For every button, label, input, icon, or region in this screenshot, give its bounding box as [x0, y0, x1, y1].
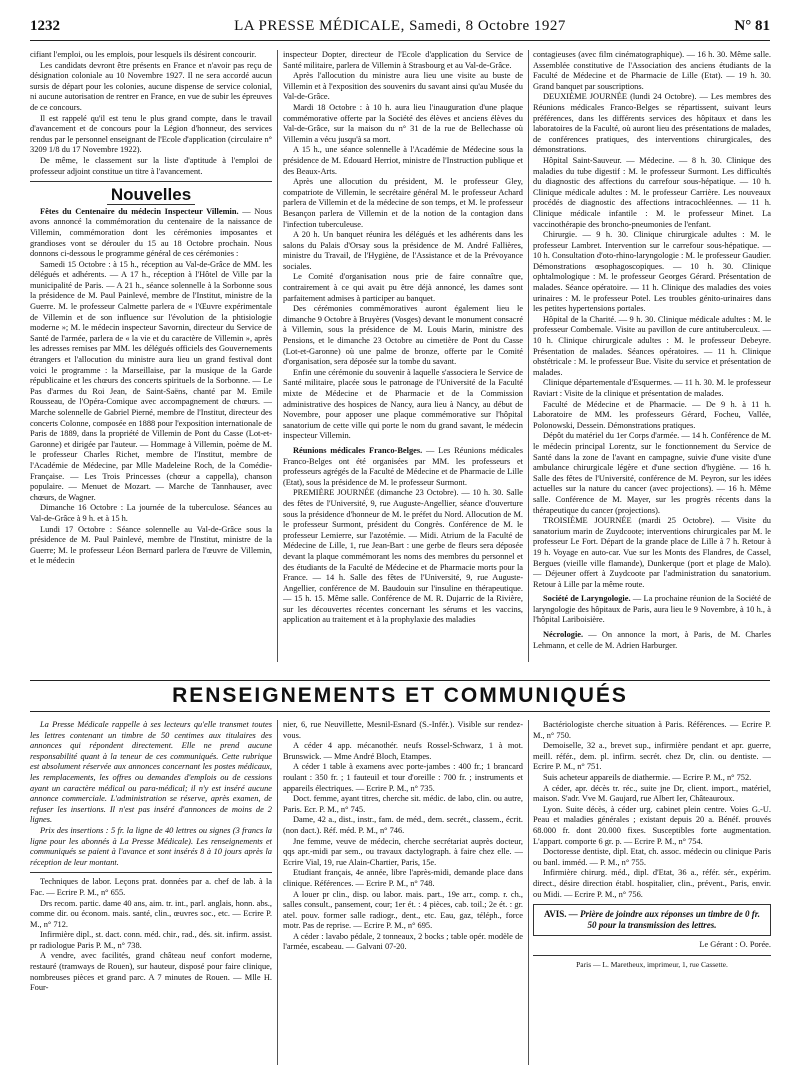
paragraph: Les candidats devront être présents en France et n'avoir pas reçu de désignation coloniale au 10 Novembre 1927. Il ne sera accordé aucun sursis de départ pour les colonies, aucune dispense de service colonial, ni aucune autorisation de rentrer en France, en vue de subir les épreuves de ce concours.	[30, 60, 272, 112]
paragraph: Hôpital Saint-Sauveur. — Médecine. — 8 h. 30. Clinique des maladies du tube digestif : M. le professeur Surmont. Les difficultés du diagnostic des affections du carrefour sous-hépatique. — 10 h. Clinique médicale adultes : M. le professeur Carrière. Les nouveaux procédés de diagnostic des affections intracochléennes. — 11 h. Clinique médicale infantile : M. le professeur Minet. La vaccinothérapie des broncho-pneumonies de l'enfant.	[533, 155, 771, 229]
bottom-column-3	[533, 720, 771, 970]
avis-heading: AVIS.	[543, 909, 567, 920]
notice-prices: Prix des insertions : 5 fr. la ligne de 40 lettres ou signes (3 francs la ligne pour les abonnés à La Presse Médicale). Les renseignements et communiqués se paient à l'avance et sont insérés 8 à 10 jours après la réception de leur montant.	[30, 825, 272, 867]
top-column-1	[30, 50, 272, 567]
paragraph: A 20 h. Un banquet réunira les délégués et les adhérents dans les salons du Palais d'Orsay sous la présidence de M. André Fallières, ministre du Travail, de l'Hygiène, de l'Assistance et de la Prévoyance sociales.	[283, 230, 523, 271]
issue-number: N° 81	[734, 18, 770, 34]
divider	[533, 955, 771, 956]
divider	[30, 181, 272, 182]
paragraph: Faculté de Médecine et de Pharmacie. — De 9 h. à 11 h. Laboratoire de MM. les professeurs Gérard, Focheu, Vallée, Polonowski, Dessein. Démonstrations pratiques.	[533, 399, 771, 430]
page-header	[30, 14, 770, 41]
paragraph: inspecteur Dopter, directeur de l'Ecole d'application du Service de Santé militaire, parlera de Villemin à Strasbourg et au Val-de-Grâce.	[283, 50, 523, 70]
notice-intro: La Presse Médicale rappelle à ses lecteurs qu'elle transmet toutes les lettres contenant un timbre de 50 centimes aux titulaires des annonces qui répondent directement. Elle ne prend aucune responsabilité quant à la teneur de ces communiqués. Cette rubrique est absolument réservée aux annonces concernant les postes médicaux, les remplacements, les offres ou demandes d'emplois ou de cessions ayant un caractère médical ou para-médical; il n'y est inséré aucune annonce commerciale. L'administration se réserve, après examen, de refuser les insertions. Il n'est pas inséré d'annonces de moins de 2 lignes.	[30, 720, 272, 825]
paragraph: Chirurgie. — 9 h. 30. Clinique chirurgicale adultes : M. le professeur Lambret. Intervention sur le carrefour sous-hépatique. — 10 h. Consultation d'oto-rhino-laryngologie : M. le professeur Gaudier. Démonstrations œsophagoscopiques. — 10 h. 30. Clinique ophtalmologique : M. le professeur Georges Gérard. Présentation de malades. Séance opératoire. — 11 h. Clinique des maladies des voies urinaires : M. le professeur Potel. Les troubles génito-urinaires dans les petites hypertensions portales.	[533, 230, 771, 314]
classified-ad: A vendre, avec facilités, grand château neuf confort moderne, restauré (tramways de Rouen), sur hauteur, disposé pour faire clinique, nombreuses pièces et grand parc. A 7 minutes de Rouen. — Mlle H. Four-	[30, 951, 272, 993]
divider	[30, 872, 272, 873]
classified-ad: Doct. femme, ayant titres, cherche sit. médic. de labo, clin. ou autre, Paris. Ecr. P. M., n° 745.	[283, 794, 523, 814]
paragraph: A 15 h., une séance solennelle à l'Académie de Médecine sous la présidence de M. Edouard Herriot, ministre de l'Instruction publique et des Beaux-Arts.	[283, 145, 523, 176]
classified-ad: A céder, apr. décès tr. réc., suite jne Dr, client. import., matériel, maison. S'adr. Vve M. Gaujard, rue Albert Ier, Châteauroux.	[533, 783, 771, 804]
paragraph: Il est rappelé qu'il est tenu le plus grand compte, dans le travail d'avancement et de concours pour la Légion d'honneur, des services rendus par le personnel enseignant de l'Ecole d'application (circulaire n° 3209 1/8 du 17 Novembre 1922).	[30, 113, 272, 155]
paragraph: Des cérémonies commémoratives auront également lieu le dimanche 9 Octobre à Bruyères (Vosges) devant le monument consacré à Villemin, sous la présidence de M. Louis Marin, ministre des Pensions, et le dimanche 23 Octobre au cimetière de Pont du Casse (Lot-et-Garonne) où une palme de bronze, offerte par le Comité d'organisation, sera déposée sur la tombe du savant.	[283, 304, 523, 367]
classified-ad: Infirmière chirurg. méd., dipl. d'Etat, 36 a., référ. sér., expérim. direct., désire direction établ. hospitalier, clin., prévent., Paris, envir. ou Midi. — Ecrire P. M., n° 756.	[533, 868, 771, 899]
classified-ad: Techniques de labor. Leçons prat. données par a. chef de lab. à la Fac. — Ecrire P. M., n° 655.	[30, 877, 272, 897]
paragraph: — Les Réunions médicales Franco-Belges ont été organisées par MM. les professeurs et professeurs agrégés de la Faculté de Médecine et de Pharmacie de Lille (Etat), sous la présidence de M. le professeur Surmont.	[283, 445, 523, 487]
classified-ad: A céder 4 app. mécanothér. neufs Rossel-Schwarz, 1 à mot. Brunswick. — Mme André Bloch, Etampes.	[283, 741, 523, 761]
paragraph: Après une allocution du président, M. le professeur Gley, compatriote de Villemin, le secrétaire général M. le professeur Achard parlera de Villemin et de la médecine de son temps, et M. le professeur Besançon parlera de Villemin et de la notion de la contagion dans l'infection tuberculeuse.	[283, 177, 523, 229]
section-title-nouvelles: Nouvelles	[30, 190, 272, 201]
column-divider	[277, 720, 278, 1065]
avis-text: — Prière de joindre aux réponses un timbre de 0 fr. 50 pour la transmission des lettres.	[568, 909, 761, 931]
paragraph: Mardi 18 Octobre : à 10 h. aura lieu l'inauguration d'une plaque commémorative offerte par la Société des élèves et anciens élèves du Val-de-Grâce, sur la maison du n° 31 de la rue de Bellechasse où Villemin a vécu jusqu'à sa mort.	[283, 102, 523, 144]
paragraph: Samedi 15 Octobre : à 15 h., réception au Val-de-Grâce de MM. les délégués et adhérents. — A 17 h., réception à l'Hôtel de Ville par la municipalité de Paris. — A 21 h., séance solennelle à la Sorbonne sous la présidence de M. Paul Painlevé, membre de l'Institut, ministre de la Guerre. M. le professeur Calmette parlera de « l'Œuvre expérimentale de Villemin et de son influence sur l'évolution de la phtisiologie moderne »; M. le médecin inspecteur Savornin, directeur du Service de Santé de l'armée, parlera de « la vie et du caractère de Villemin », après les adresses remises par MM. les délégués officiels des Gouvernements étrangers et l'allocution du ministre aura lieu un grand festival dont voici le programme : la Marseillaise, par la musique de la Garde républicaine et les chœurs des concerts spirituels de la Sorbonne. — Le Pas d'armes du Roi Jean, de Saint-Saëns, chanté par M. Emile Rousseau, de l'Opéra-Comique avec accompagnement de chœurs. — Marche solennelle de Gabriel Pierné, membre de l'Institut, directeur des concerts Colonne, composée en 1888 pour l'exposition internationale de Paris de 1889, dans la propriété de Villemin de Pont du Casse (Lot-et-Garonne) et dirigée par l'auteur. — Hommage à Villemin, poème de M. le professeur Charles Richet, membre de l'Institut, membre de l'Académie de Médecine, par Mlle Madeleine Roch, de la Comédie-Française. — Les Trois Princesses (chœur a cappella), chanson populaire. — Menuet de Mozart. — Marche de Tannhauser, avec chœurs, de Wagner.	[30, 259, 272, 502]
classified-ad: Demoiselle, 32 a., brevet sup., infirmière pendant et apr. guerre, meill. référ., dem. pl. infirm. secrét. chez Dr, clin. ou dentiste. — Ecrire P. M., n° 751.	[533, 741, 771, 772]
printer-line: Paris — L. Maretheux, imprimeur, 1, rue Cassette.	[576, 959, 728, 969]
paragraph: contagieuses (avec film cinématographique). — 16 h. 30. Même salle. Assemblée constitutive de l'Association des anciens étudiants de la Faculté de Médecine et de Pharmacie de Lille (Etat). — 19 h. 30. Grand banquet par souscriptions.	[533, 50, 771, 91]
paragraph: — On annonce la mort, à Paris, de M. Charles Lehmann, et celle de M. Adrien Harburger.	[533, 630, 771, 650]
column-divider	[528, 50, 529, 662]
necrologie-heading: Nécrologie.	[543, 630, 584, 640]
paragraph: De même, le classement sur la liste d'aptitude à l'emploi de professeur adjoint constitue un titre à l'avancement.	[30, 155, 272, 176]
column-divider	[528, 720, 529, 1065]
classified-ad: nier, 6, rue Neuvillette, Mesnil-Esnard (S.-Infér.). Visible sur rendez-vous.	[283, 720, 523, 740]
gerant-signature: Le Gérant : O. Porée.	[699, 940, 771, 950]
classified-ad: A céder 1 table à examens avec porte-jambes : 400 fr.; 1 brancard roulant : 350 fr. ; 1 fauteuil et tour d'oreille : 700 fr. ; instruments et appareils électriques. — Ecrire P. M., n° 735.	[283, 762, 523, 793]
paragraph: Le Comité d'organisation nous prie de faire connaître que, contrairement à ce qui avait pu être déjà annoncé, les dames sont parfaitement admises à participer au banquet.	[283, 272, 523, 303]
paragraph: — La prochaine réunion de la Société de laryngologie des hôpitaux de Paris, aura lieu le 9 Novembre, à 10 h., à l'hôpital Lariboisière.	[533, 594, 771, 625]
paragraph: Clinique départementale d'Esquermes. — 11 h. 30. M. le professeur Raviart : Visite de la clinique et présentation de malades.	[533, 378, 771, 398]
paragraph: Dépôt du matériel du 1er Corps d'armée. — 14 h. Conférence de M. le médecin principal Lorentz, sur le fonctionnement du Service de Santé dans la zone de l'avant en campagne, suivie d'une visite d'une ambulance chirurgicale légère et d'une section d'hygiène. — 16 h. Salle des fêtes de l'Université, conférence de M. Peyron, sur les idées actuelles sur la nature du cancer (avec projections). — 16 h. Même salle. Conférence de M. Mayer, sur les progrès récents dans la thérapeutique du cancer (projections).	[533, 431, 771, 515]
top-column-3	[533, 50, 771, 662]
paragraph: Hôpital de la Charité. — 9 h. 30. Clinique médicale adultes : M. le professeur Combemale. Visite au pavillon de cure antituberculeux. — 10 h. Clinique chirurgicale adultes : M. le professeur Debeyre. Présentation de malades. Séances opératoires. — 11 h. Clinique obstétricale : M. le professeur Bue. Visite du service et présentation de malades.	[533, 314, 771, 377]
classified-ad: Lyon. Suite décès, à céder urg. cabinet plein centre. Voies G.-U. Peau et maladies générales ; existant depuis 20 a. Bénéf. prouvés 68.000 fr. dont 20.000 fixes. Susceptibles forte augmentation. L'appart. comporte 6 gr. p. — Ecrire P. M., n° 754.	[533, 804, 771, 846]
paragraph: Enfin une cérémonie du souvenir à laquelle s'associera le Service de Santé militaire, placée sous le patronage de l'Université de la Faculté mixte de Médecine et de Pharmacie et de la Commission administrative des hospices de Nancy, aura lieu à Nancy, au début de Novembre, pour apposer une plaque commémorative sur l'hôpital sanatorium de cette ville qui porte le nom du grand savant, le médecin inspecteur Villemin.	[283, 367, 523, 441]
classified-ad: Infirmière dipl., st. dact. conn. méd. chir., rad., dés. sit. infirm. assist. pr radiologue Paris P. M., n° 738.	[30, 930, 272, 950]
column-divider	[277, 50, 278, 662]
fetes-heading: Fêtes du Centenaire du médecin Inspecteur Villemin.	[40, 206, 239, 216]
classified-ad: Bactériologiste cherche situation à Paris. Références. — Ecrire P. M., n° 750.	[533, 720, 771, 740]
classified-ad: Jne femme, veuve de médecin, cherche secrétariat auprès docteur, qqs apr.-midi par sem., ou travaux dactylograph. à faire chez elle. — Ecrire Vial, 19, rue Alain-Chartier, Paris, 15e.	[283, 836, 523, 867]
paragraph: PREMIÈRE JOURNÉE (dimanche 23 Octobre). — 10 h. 30. Salle des fêtes de l'Université, 9, rue Auguste-Angellier, séance d'ouverture sous la présidence d'honneur de M. le préfet du Nord. Allocution de M. le professeur Surmont, président du Congrès. Conférence de M. le professeur Lemierre, sur l'azotémie. — Midi. Atrium de la Faculté de Médecine de Lille, 1, rue Jean-Bart : une gerbe de fleurs sera déposée devant la plaque commémorant les noms des membres du personnel et des étudiants de la Faculté de Médecine et de Pharmacie morts pour la France. — 14 h. Salle des fêtes de l'Université, 9, rue Auguste-Angellier, conférence de M. Baudouin sur l'insuline en thérapeutique. — 15 h. 15. Même salle. Conférence de M. R. Dujarric de la Rivière, sur les découvertes récentes concernant les sérums et les vaccins, application au traitement et à la prophylaxie des maladies	[283, 488, 523, 625]
paragraph: Lundi 17 Octobre : Séance solennelle au Val-de-Grâce sous la présidence de M. Paul Painlevé, membre de l'Institut, ministre de la Guerre; M. le professeur Léon Bernard parlera de l'œuvre de Villemin, et le médecin	[30, 524, 272, 566]
classified-ad: A louer pr clin., disp. ou labor. mais. part., 19e arr., comp. r. ch., salles consult., pansement, cour; 1er ét. : 4 pièces, cab. toil.; 2e ét. : gr. atel. pouv. former salle radiogr., dent., etc. Eau, gaz, téléph., force motr. Pas de reprise. — Ecrire P. M., n° 695.	[283, 889, 523, 931]
paragraph: Après l'allocution du ministre aura lieu une visite au buste de Villemin et à l'exposition des souvenirs du savant ainsi qu'au Musée du Val-de-Grâce.	[283, 71, 523, 102]
reunions-heading: Réunions médicales Franco-Belges.	[293, 445, 423, 455]
avis-box	[533, 904, 771, 936]
classified-ad: A céder : lavabo pédale, 2 tonneaux, 2 bocks ; table opér. modèle de l'armée, escabeau. — Galvani 07-20.	[283, 931, 523, 952]
laryngologie-heading: Société de Laryngologie.	[543, 594, 631, 604]
classified-ad: Etudiant français, 4e année, libre l'après-midi, demande place dans clinique. Références. — Ecrire P. M., n° 748.	[283, 868, 523, 888]
classified-ad: Dame, 42 a., dist., instr., fam. de méd., dem. secrét., classem., écrit. (non dact.). Réf. méd. P. M., n° 746.	[283, 815, 523, 835]
bottom-column-1	[30, 720, 272, 994]
paragraph: — Nous avons annoncé la commémoration du centenaire de la naissance de Villemin, commémoration dont les cérémonies imposantes et grandioses vont se dérouler du 15 au 18 Octobre prochain. Nous donnons ci-dessous le programme général de ces cérémonies :	[30, 206, 272, 259]
renseignements-title: RENSEIGNEMENTS ET COMMUNIQUÉS	[30, 680, 770, 712]
journal-title: LA PRESSE MÉDICALE, Samedi, 8 Octobre 1927	[234, 18, 566, 34]
paragraph: DEUXIÈME JOURNÉE (lundi 24 Octobre). — Les membres des Réunions médicales Franco-Belges se répartissent, suivant leurs préférences, dans les différents services des hôpitaux et dans les laboratoires de la Faculté, où auront lieu des présentations de malades, de conférences pratiques, des interventions chirurgicales, des démonstrations.	[533, 92, 771, 155]
classified-ad: Drs recom. partic. dame 40 ans, aim. tr. int., parl. anglais, honn. abs., comme dir. ou économ. mais. santé, clin., œuvres soc., etc. — Ecrire P. M., n° 712.	[30, 898, 272, 929]
classified-ad: Suis acheteur appareils de diathermie. — Ecrire P. M., n° 752.	[543, 772, 752, 782]
paragraph: cifiant l'emploi, ou les emplois, pour lesquels ils désirent concourir.	[30, 50, 257, 59]
paragraph: Dimanche 16 Octobre : La journée de la tuberculose. Séances au Val-de-Grâce à 9 h. et à 15 h.	[30, 503, 272, 523]
classified-ad: Doctoresse dentiste, dipl. Etat, ch. assoc. médecin ou clinique Paris ou banl. imméd. — P. M., n° 755.	[533, 847, 771, 867]
bottom-column-2	[283, 720, 523, 953]
paragraph: TROISIÈME JOURNÉE (mardi 25 Octobre). — Visite du sanatorium marin de Zuydcoote; interventions chirurgicales par M. le professeur Le Fort. Départ de la grande place de Lille à 7 h. Retour à 19 h. Voyage en auto-car. Vue sur les Monts des Flandres, de Cassel, Bergues (vieille ville flamande), Dunkerque (port et plage de Malo). — Déjeuner offert à Zuydcoote par l'administration du sanatorium. Retour à Lille par la même route.	[533, 516, 771, 589]
page-number: 1232	[30, 18, 60, 34]
top-column-2	[283, 50, 523, 626]
